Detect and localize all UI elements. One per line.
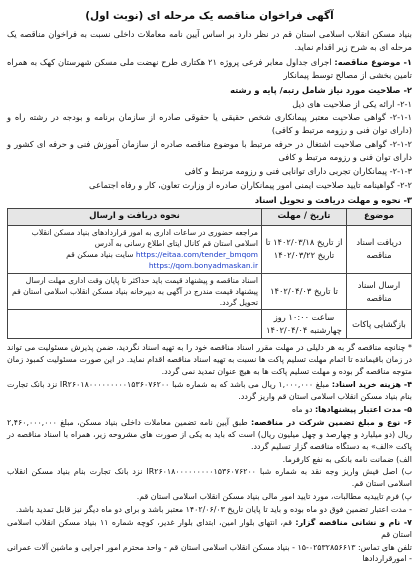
table-cell-subject: دریافت اسناد مناقصه — [347, 225, 412, 273]
table-cell-subject: بازگشایی پاکات — [347, 310, 412, 339]
section-4-text: مبلغ ۱,۰۰۰,۰۰۰ ریال می باشد که به شماره شبا IR۲۶۰۱۸۰۰۰۰۰۰۰۰۰۱۵۳۶۰۷۶۲۰۰ نزد بانک تجارت بنام بنیاد مسکن انقلاب اسلامی استان قم واریز گردد. — [7, 380, 412, 402]
section-1-text: اجرای جداول معابر فرعی پروژه ۲۱ هکتاری طرح نهضت ملی مسکن شهرستان کهک به همراه تامین بخشی از مصالح توسط پیمانکار — [7, 56, 412, 80]
section-6-item: - مدت اعتبار تضمین فوق دو ماه بوده و باید تا پایان تاریخ ۱۴۰۲/۰۶/۰۳ معتبر باشد و برای دو ماه دیگر نیز قابل تمدید باشد. — [15, 504, 412, 514]
method-text-2: سایت بنیاد مسکن قم — [66, 249, 134, 259]
section-6-item: ب) اصل فیش واریز وجه نقد به شماره شبا IR۲۶۰۱۸۰۰۰۰۰۰۰۰۰۱۵۳۶۰۷۶۲۰۰ نزد بانک تجارت بنام بنیاد مسکن انقلاب اسلامی استان قم. — [7, 467, 412, 489]
section-6-text: طبق آیین نامه تضمین معاملات داخلی بنیاد مسکن، مبلغ ۲,۴۶۰,۰۰۰,۰۰۰ ریال (دو میلیارد و چهارصد و چهل میلیون ریال) است که باید به یکی از صورت های مشروحه زیر، همراه با اسناد مناقصه در پاکت «الف» به دستگاه مناقصه گزار تسلیم گردد. — [7, 417, 412, 451]
table-cell-date: ساعت ۱۰:۰۰ روز چهارشنبه ۱۴۰۲/۰۴/۰۴ — [262, 310, 347, 339]
section-7 — [7, 517, 412, 541]
section-1-heading: ۱- موضوع مناقصه: — [334, 56, 412, 67]
documents-table — [7, 208, 412, 338]
section-2-heading: ۲- صلاحیت مورد نیاز شامل رتبه/ پایه و رشته — [230, 84, 412, 95]
table-header-subject: موضوع — [347, 209, 412, 225]
section-6-item: پ) فرم تاییدیه مطالبات، مورد تایید امور مالی بنیاد مسکن انقلاب اسلامی استان قم. — [136, 492, 412, 502]
notice-title: آگهی فراخوان مناقصه یک مرحله ای (نوبت اول) — [85, 10, 334, 22]
table-row — [8, 274, 412, 310]
section-6-item: الف) ضمانت نامه بانکی به نفع کارفرما. — [282, 454, 412, 464]
section-5-text: دو ماه — [291, 405, 315, 415]
table-header-row — [8, 209, 412, 225]
eitaa-link[interactable]: https://eitaa.com/tender_bmqom — [135, 249, 258, 259]
section-5-heading: ۵- مدت اعتبار پیشنهادها: — [314, 405, 412, 415]
table-cell-method — [8, 310, 262, 339]
section-2-item: ۲-۱-۳- پیمانکاران تجربی دارای توانایی فنی و رزومه مرتبط و کافی — [184, 165, 412, 176]
section-6-heading: ۶- نوع و مبلغ تضمین شرکت در مناقصه: — [251, 417, 412, 427]
contact-phones: تلفن های تماس: ۰۲۵۳۲۸۵۶۶۱۳-۱۵ - بنیاد مسکن انقلاب اسلامی استان قم - واحد محترم امور اجرایی و ماشین آلات عمرانی - امورقراردادها — [7, 542, 412, 564]
section-2-item: ۲-۱- ارائه یکی از صلاحیت های ذیل — [292, 98, 412, 109]
table-row — [8, 225, 412, 273]
section-2-item: ۲-۲- گواهینامه تایید صلاحیت ایمنی امور پیمانکاران صادره از وزارت تعاون، کار و رفاه اجتماعی — [89, 179, 412, 190]
table-row — [8, 310, 412, 339]
section-7-heading: ۷- نام و نشانی مناقصه گزار: — [295, 517, 412, 527]
section-5 — [7, 404, 412, 416]
section-7-text: قم، انتهای بلوار امین، ابتدای بلوار غدیر، کوچه شماره ۱۱ بنیاد مسکن انقلاب اسلامی استان قم — [7, 517, 412, 539]
note-paragraph: * چنانچه مناقصه گر به هر دلیلی در مهلت مقرر اسناد مناقصه خود را به تهیه اسناد نگردید، ضمن پذیرش مسئولیت می تواند در زمان باقیمانده تا اتمام مهلت تسلیم پاکت ها نسبت به تهیه اسناد مناقصه اقدام نماید. در این صورت مسئولیت کمبود زمان متوجه مناقصه گر بوده و مهلت تسلیم پاکت ها به هیچ عنوان تمدید نمی گردد. — [7, 342, 412, 376]
method-text: مراجعه حضوری در ساعات اداری به امور قراردادهای بنیاد مسکن انقلاب اسلامی استان قم کانال ایتای اطلاع رسانی به آدرس — [31, 227, 258, 248]
section-4-heading: ۴- هزینه خرید اسناد: — [331, 380, 413, 390]
table-cell-date: از تاریخ ۱۴۰۲/۰۳/۱۸ تا تاریخ ۱۴۰۲/۰۳/۲۲ — [262, 225, 347, 273]
table-cell-date: تا تاریخ ۱۴۰۲/۰۴/۰۳ — [262, 274, 347, 310]
tender-notice — [7, 0, 412, 565]
section-2-item: ۲-۱-۲- گواهی صلاحیت اشتغال در حرفه مرتبط با موضوع مناقصه صادره از سازمان آموزش فنی و حرفه ای کشور و دارای توان فنی و رزومه مرتبط و کافی — [7, 139, 412, 162]
section-4 — [7, 379, 412, 403]
section-3-heading: ۳- نحوه و مهلت دریافت و تحویل اسناد — [254, 194, 412, 205]
table-header-method: نحوه دریافت و ارسال — [8, 209, 262, 225]
table-cell-method: اسناد مناقصه و پیشنهاد قیمت باید حداکثر تا پایان وقت اداری مهلت ارسال پیشنهاد قیمت مندرج در آگهی به دبیرخانه بنیاد مسکن انقلاب اسلامی استان قم تحویل گردد. — [8, 274, 262, 310]
section-6 — [7, 417, 412, 453]
website-link[interactable]: https://qom.bonyadmaskan.ir — [148, 261, 258, 271]
intro-paragraph: بنیاد مسکن انقلاب اسلامی استان قم در نظر دارد بر اساس آیین نامه معاملات داخلی نسبت به فراخوان مناقصه یک مرحله ای به شرح زیر اقدام نماید. — [7, 29, 412, 53]
section-1 — [7, 56, 412, 82]
table-cell-method — [8, 225, 262, 273]
section-2-item: ۲-۱-۱- گواهی صلاحیت معتبر پیمانکاری شخص حقیقی یا حقوقی صادره از سازمان برنامه و بودجه در رشته راه و (دارای توان فنی و رزومه مرتبط و کافی) — [7, 112, 412, 136]
table-cell-subject: ارسال اسناد مناقصه — [347, 274, 412, 310]
table-header-date: تاریخ / مهلت — [262, 209, 347, 225]
